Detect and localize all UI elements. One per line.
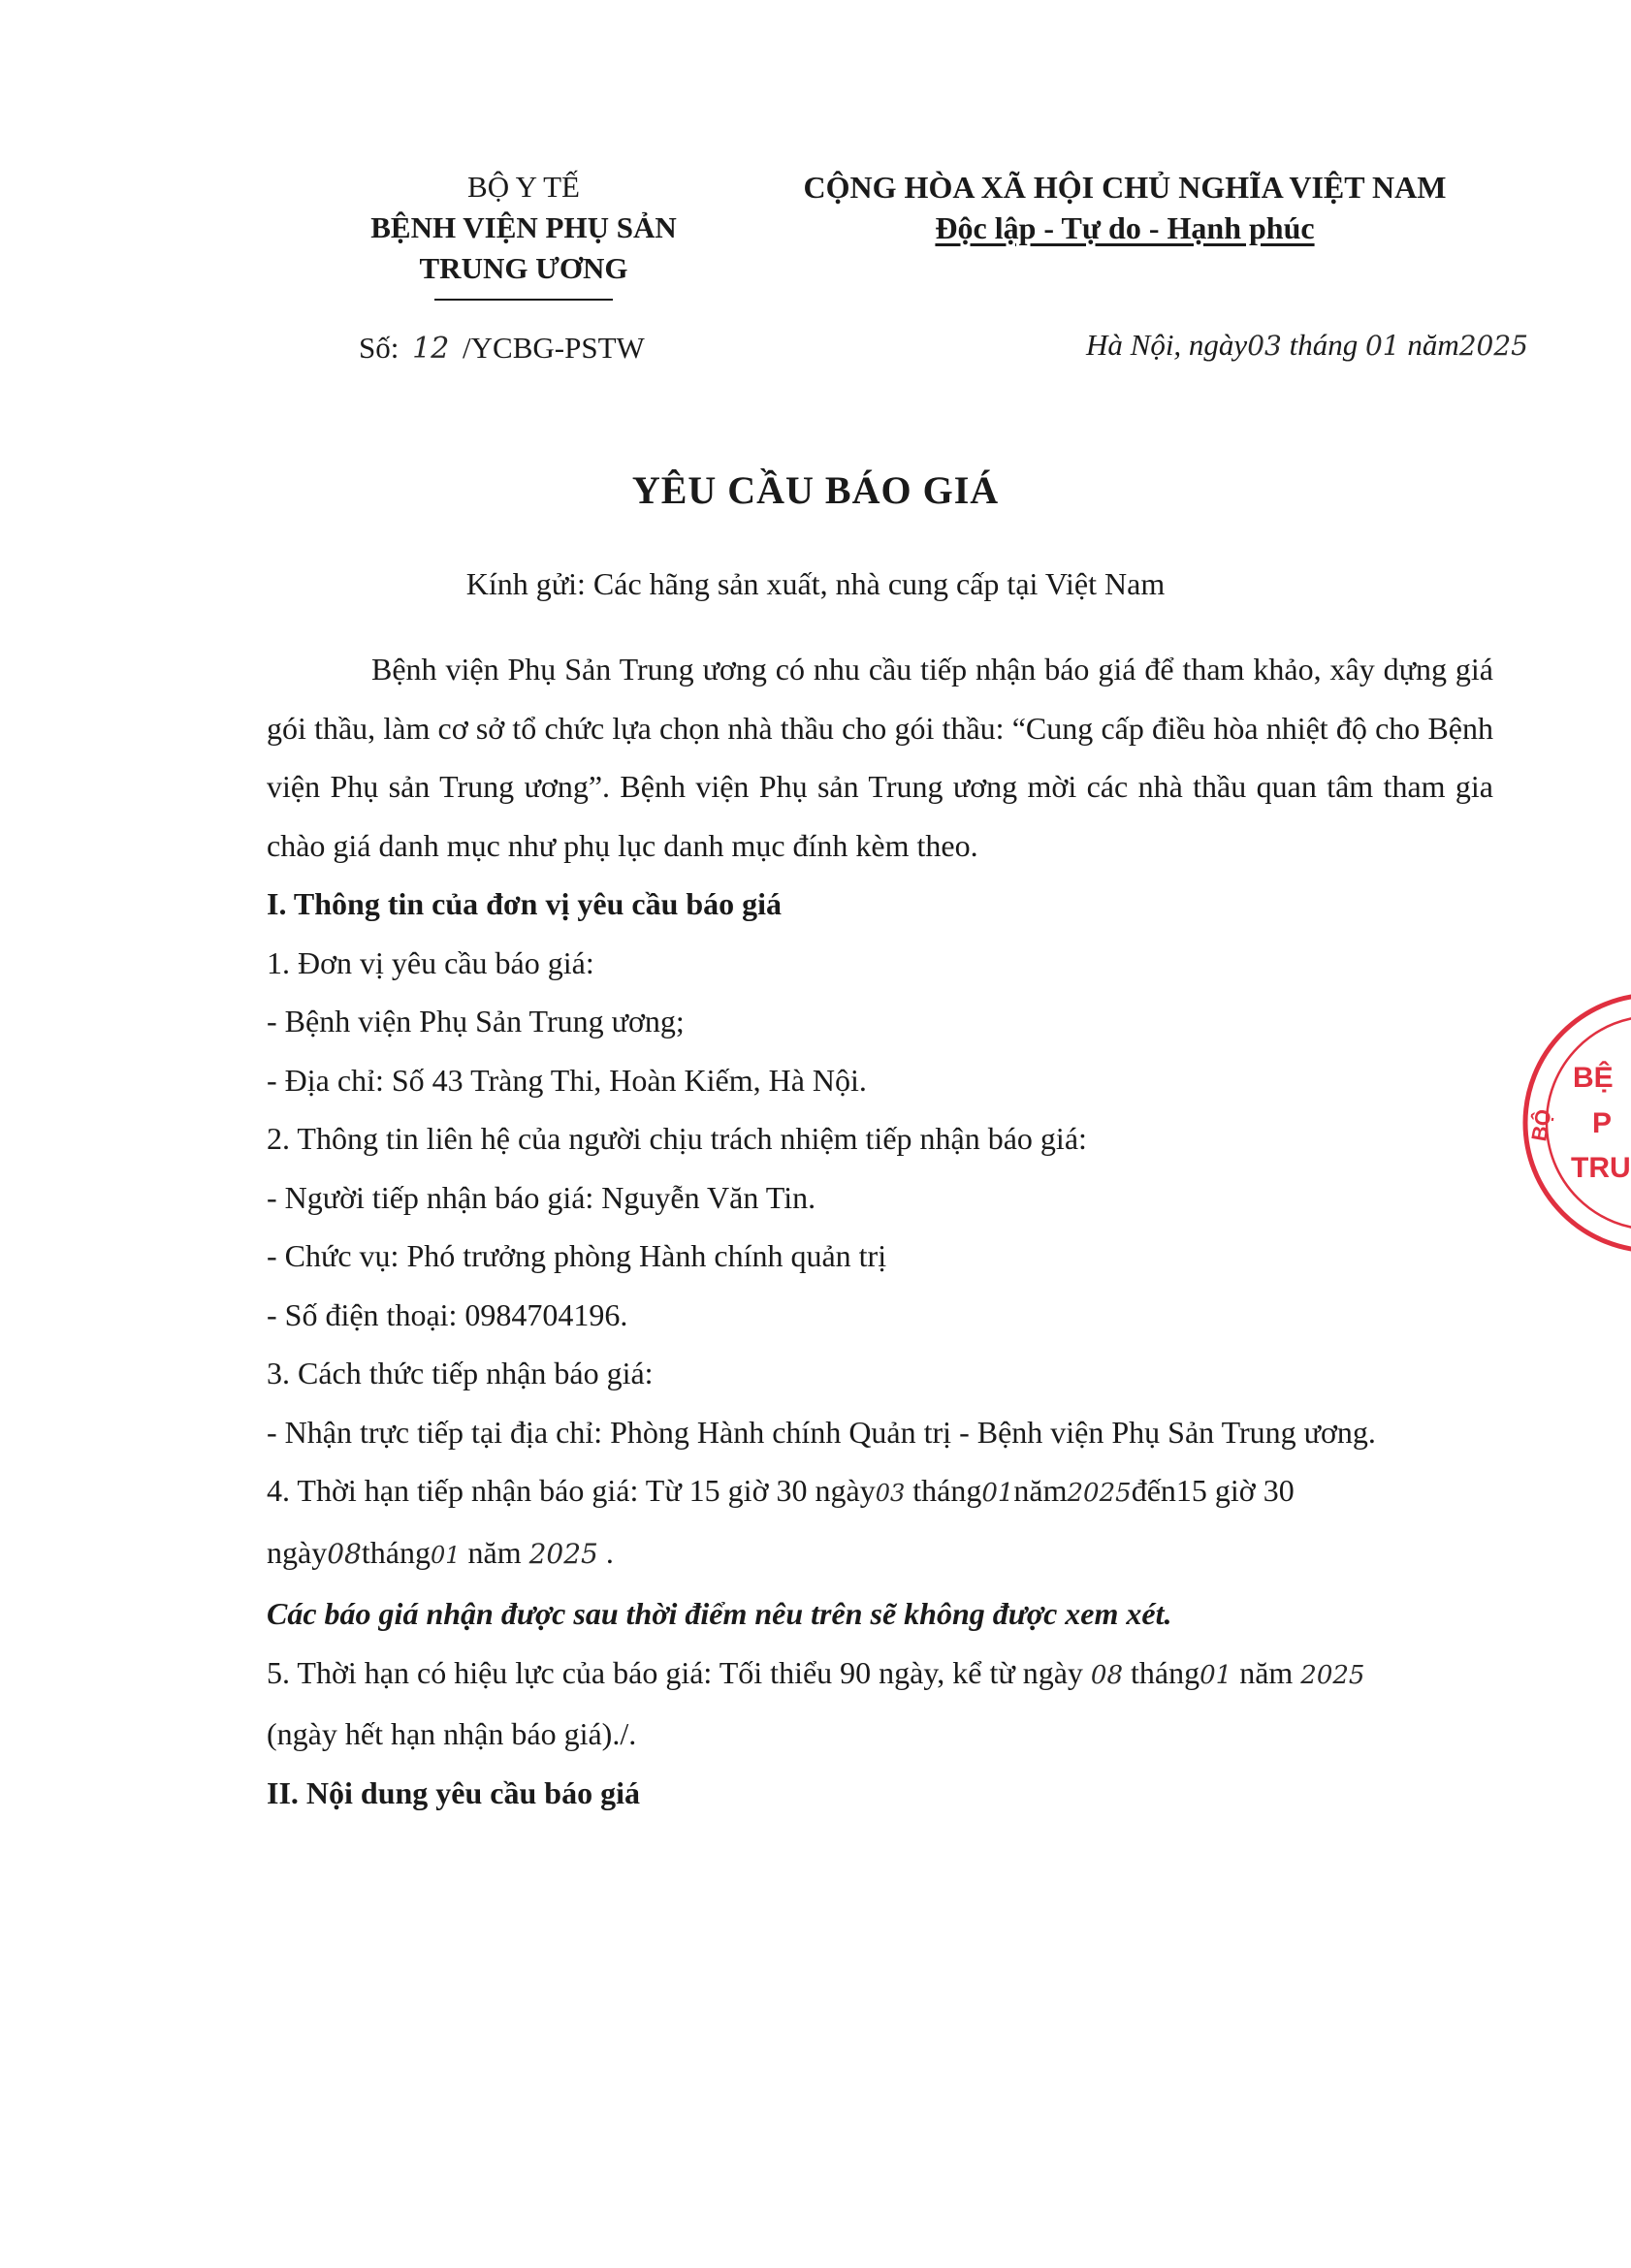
item4-end-time: 15 giờ 30 (1175, 1473, 1295, 1508)
item4-to-label: đến (1131, 1473, 1176, 1508)
item4-end-year: 2025 (528, 1537, 598, 1570)
item5-lead: 5. Thời hạn có hiệu lực của báo giá: Tối thiểu 90 ngày, kể từ ngày (267, 1654, 1083, 1690)
issue-date (1086, 328, 1528, 363)
item4-start-year: 2025 (1067, 1479, 1132, 1508)
document-body (267, 640, 1493, 1822)
item5-month-label: tháng (1131, 1654, 1200, 1690)
date-place: Hà Nội, ngày (1086, 328, 1248, 362)
stamp-text-mid: P (1592, 1107, 1613, 1139)
date-day-handwritten: 03 (1247, 330, 1282, 362)
stamp-inner-ring (1547, 1016, 1631, 1230)
item4-end-day: 08 (327, 1537, 362, 1570)
nation-name: CỘNG HÒA XÃ HỘI CHỦ NGHĨA VIỆT NAM (803, 170, 1447, 205)
item4-end-month: 01 (430, 1541, 461, 1569)
item5-year-label: năm (1239, 1654, 1294, 1690)
item3-title: 3. Cách thức tiếp nhận báo giá: (267, 1356, 654, 1390)
item5-month: 01 (1199, 1660, 1232, 1690)
section2-heading: II. Nội dung yêu cầu báo giá (267, 1774, 640, 1810)
national-header (747, 167, 1503, 248)
item1-address: - Địa chỉ: Số 43 Tràng Thi, Hoàn Kiếm, Hà Nội. (267, 1062, 867, 1098)
item5-tail: (ngày hết hạn nhận báo giá)./. (267, 1716, 637, 1751)
item4-year-label2: năm (467, 1534, 522, 1570)
doc-number-suffix: /YCBG-PSTW (463, 331, 645, 365)
national-motto: Độc lập - Tự do - Hạnh phúc (935, 210, 1315, 245)
item5-day: 08 (1090, 1660, 1124, 1690)
section1-heading: I. Thông tin của đơn vị yêu cầu báo giá (267, 886, 783, 921)
document-title: YÊU CẦU BÁO GIÁ (631, 468, 1000, 512)
ministry-name: BỘ Y TẾ (467, 170, 580, 204)
item4-start-month: 01 (981, 1479, 1014, 1508)
late-submission-note: Các báo giá nhận được sau thời điểm nêu trên sẽ không được xem xét. (267, 1596, 1172, 1631)
issuer-block (320, 167, 727, 301)
item4-lead: 4. Thời hạn tiếp nhận báo giá: Từ 15 giờ 30 ngày (267, 1473, 876, 1508)
item4-end-punct: . (605, 1534, 614, 1570)
item4-month-label2: tháng (361, 1534, 431, 1570)
doc-number-prefix: Số: (359, 331, 400, 365)
hospital-name-line1: BỆNH VIỆN PHỤ SẢN (370, 210, 677, 244)
greeting-line: Kính gửi: Các hãng sản xuất, nhà cung cấp tại Việt Nam (465, 566, 1166, 601)
item5-validity (267, 1644, 1493, 1764)
item4-day-label: ngày (267, 1534, 328, 1570)
item2-title: 2. Thông tin liên hệ của người chịu trách nhiệm tiếp nhận báo giá: (267, 1121, 1087, 1156)
item2-position: - Chức vụ: Phó trưởng phòng Hành chính quản trị (267, 1238, 887, 1273)
item1-unit: - Bệnh viện Phụ Sản Trung ương; (267, 1004, 685, 1038)
item1-title: 1. Đơn vị yêu cầu báo giá: (267, 944, 594, 980)
item4-start-day: 03 (875, 1480, 906, 1507)
stamp-text-side: BỘ (1526, 1107, 1556, 1143)
item4-deadline (267, 1461, 1493, 1584)
date-year-handwritten: 2025 (1458, 330, 1528, 362)
date-year-label: năm (1407, 328, 1459, 362)
item4-month-label: tháng (912, 1473, 982, 1508)
issuer-underline (434, 299, 613, 301)
item3-method: - Nhận trực tiếp tại địa chỉ: Phòng Hành chính Quản trị - Bệnh viện Phụ Sản Trung ương. (267, 1414, 1376, 1450)
date-month-handwritten: 01 (1364, 330, 1400, 362)
item4-year-label: năm (1013, 1473, 1068, 1508)
doc-number-handwritten: 12 (412, 332, 450, 366)
item2-person: - Người tiếp nhận báo giá: Nguyễn Văn Tin. (267, 1179, 816, 1215)
date-month-label: tháng (1289, 328, 1359, 362)
hospital-stamp (1513, 987, 1631, 1259)
item5-year: 2025 (1300, 1660, 1365, 1690)
stamp-text-bottom: TRU (1571, 1152, 1631, 1184)
intro-paragraph: Bệnh viện Phụ Sản Trung ương có nhu cầu tiếp nhận báo giá để tham khảo, xây dựng giá gói thầu, làm cơ sở tổ chức lựa chọn nhà thầu cho gói thầu: “Cung cấp điều hòa nhiệt độ cho Bệnh viện Phụ sản Trung ương”. Bệnh viện Phụ sản Trung ương mời các nhà thầu quan tâm tham gia chào giá danh mục như phụ lục danh mục đính kèm theo. (267, 652, 1493, 863)
stamp-text-top: BỆ (1573, 1062, 1614, 1094)
document-number (359, 331, 645, 366)
hospital-name-line2: TRUNG ƯƠNG (419, 251, 628, 285)
item2-phone: - Số điện thoại: 0984704196. (267, 1296, 628, 1332)
